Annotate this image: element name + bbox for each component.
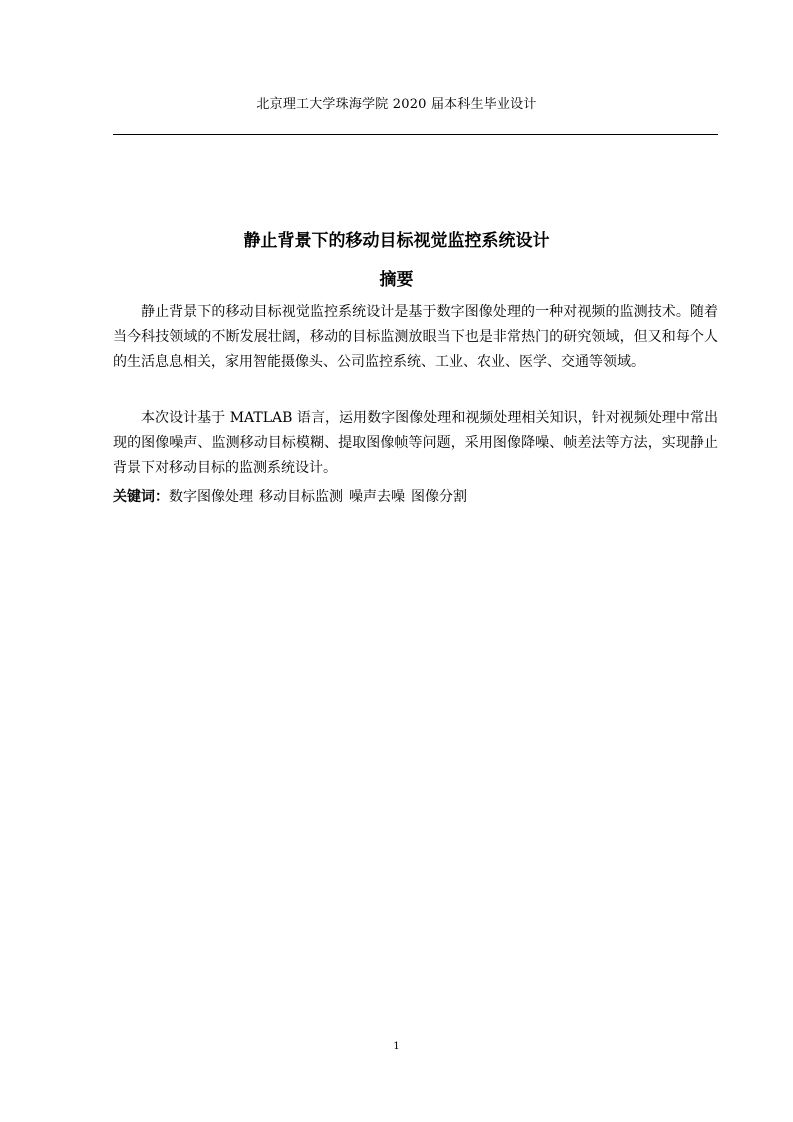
keyword: 移动目标监测 [259, 489, 343, 505]
abstract-heading: 摘要 [379, 270, 414, 290]
page-number: 1 [393, 1041, 400, 1052]
header-rule [113, 134, 718, 135]
abstract-paragraph-2 [113, 406, 718, 481]
abstract-paragraph-1 [113, 300, 718, 375]
keywords-line [113, 486, 718, 508]
keyword: 图像分割 [411, 489, 467, 505]
keywords-label: 关键词： [113, 489, 169, 505]
keyword: 噪声去噪 [349, 489, 405, 505]
keyword: 数字图像处理 [169, 489, 253, 505]
abstract-paragraph-text: 静止背景下的移动目标视觉监控系统设计是基于数字图像处理的一种对视频的监测技术。随着当今科技领域的不断发展壮阔，移动的目标监测放眼当下也是非常热门的研究领域，但又和每个人的生活息息相关，家用智能摄像头、公司监控系统、工业、农业、医学、交通等领域。 [113, 304, 718, 370]
document-title: 静止背景下的移动目标视觉监控系统设计 [243, 231, 550, 251]
abstract-paragraph-text: 本次设计基于 MATLAB 语言，运用数字图像处理和视频处理相关知识，针对视频处理中常出现的图像噪声、监测移动目标模糊、提取图像帧等问题，采用图像降噪、帧差法等方法，实现静止背景下对移动目标的监测系统设计。 [113, 410, 718, 476]
page-header: 北京理工大学珠海学院 2020 届本科生毕业设计 [256, 97, 537, 112]
